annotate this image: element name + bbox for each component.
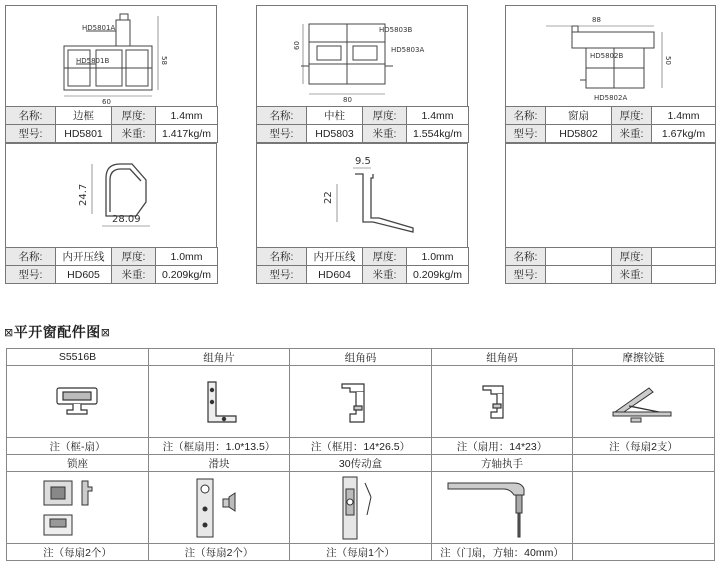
accessory-image-cell — [432, 472, 573, 544]
profile-card-1 — [5, 5, 217, 107]
callout-2: HD5802A — [594, 94, 628, 102]
accessory-note: 注（框用：14*26.5） — [290, 438, 432, 455]
dim-height: 58 — [160, 56, 168, 65]
slider-block-icon — [179, 475, 259, 541]
accessory-name: 组角码 — [290, 349, 432, 366]
weight-label: 米重: — [612, 125, 652, 143]
name-value: 内开压线 — [56, 248, 112, 266]
model-label: 型号: — [6, 266, 56, 284]
section-title — [4, 322, 110, 342]
model-label: 型号: — [6, 125, 56, 143]
dim-height: 24.7 — [78, 183, 89, 206]
thickness-label: 厚度: — [363, 107, 407, 125]
weight-value — [652, 266, 716, 284]
callout-1: HD5801A — [82, 24, 116, 32]
callout-1: HD5803B — [379, 26, 413, 34]
accessory-name: 30传动盒 — [290, 455, 432, 472]
accessory-name: 组角片 — [149, 349, 290, 366]
dim-height: 50 — [664, 56, 672, 65]
thickness-label: 厚度: — [612, 107, 652, 125]
weight-value: 1.417kg/m — [156, 125, 218, 143]
section-title-text: 平开窗配件图 — [13, 325, 101, 341]
dim-width: 9.5 — [355, 156, 371, 167]
accessories-table — [6, 348, 715, 561]
name-label: 名称: — [257, 107, 307, 125]
spec-table-hd5801 — [5, 106, 218, 143]
corner-cleat-icon — [326, 372, 396, 432]
model-label: 型号: — [257, 266, 307, 284]
accessory-name: 滑块 — [149, 455, 290, 472]
model-value: HD604 — [307, 266, 363, 284]
dim-width: 60 — [102, 98, 111, 106]
dim-width: 28.09 — [112, 214, 141, 225]
model-value: HD5803 — [307, 125, 363, 143]
thickness-value: 1.0mm — [407, 248, 469, 266]
corner-cleat-small-icon — [467, 372, 537, 432]
name-label: 名称: — [6, 248, 56, 266]
accessory-note: 注（每扇2个） — [7, 544, 149, 561]
model-value — [546, 266, 612, 284]
accessory-note: 注（每扇2个） — [149, 544, 290, 561]
accessory-note: 注（每扇1个） — [290, 544, 432, 561]
weight-value: 0.209kg/m — [407, 266, 469, 284]
spec-table-hd605 — [5, 247, 218, 284]
callout-2: HD5803A — [391, 46, 425, 54]
handle-icon — [442, 475, 562, 541]
thickness-label: 厚度: — [112, 107, 156, 125]
accessory-name — [573, 455, 715, 472]
profile-drawing-hd5803 — [257, 6, 467, 106]
accessory-note: 注（每扇2支） — [573, 438, 715, 455]
spec-table-hd5802 — [505, 106, 716, 143]
spec-table-empty — [505, 247, 716, 284]
profile-drawing-hd604 — [257, 144, 467, 247]
dim-width: 80 — [343, 96, 352, 104]
accessory-image-cell-empty — [573, 472, 715, 544]
model-label: 型号: — [257, 125, 307, 143]
accessory-image-cell — [149, 472, 290, 544]
weight-label: 米重: — [363, 266, 407, 284]
accessory-image-cell — [7, 366, 149, 438]
weight-label: 米重: — [363, 125, 407, 143]
name-label: 名称: — [257, 248, 307, 266]
thickness-label: 厚度: — [112, 248, 156, 266]
profile-card-6 — [505, 143, 716, 248]
accessory-image-cell — [7, 472, 149, 544]
lock-keeper-icon — [38, 475, 118, 541]
accessory-image-cell — [149, 366, 290, 438]
accessory-image-cell — [573, 366, 715, 438]
profile-card-4 — [5, 143, 217, 248]
profile-card-5 — [256, 143, 468, 248]
accessory-note: 注（框-扇） — [7, 438, 149, 455]
profile-card-2 — [256, 5, 468, 107]
corner-plate-icon — [184, 372, 254, 432]
accessory-image-cell — [290, 366, 432, 438]
accessory-name: S5516B — [7, 349, 149, 366]
accessory-note: 注（扇用：14*23） — [432, 438, 573, 455]
accessory-note — [573, 544, 715, 561]
name-value: 中柱 — [307, 107, 363, 125]
accessory-image-cell — [432, 366, 573, 438]
callout-2: HD5801B — [76, 57, 110, 65]
name-label: 名称: — [506, 107, 546, 125]
profile-drawing-hd5801 — [6, 6, 216, 106]
bracket-part-icon — [43, 372, 113, 432]
thickness-label: 厚度: — [612, 248, 652, 266]
weight-value: 0.209kg/m — [156, 266, 218, 284]
profile-card-3 — [505, 5, 716, 107]
spec-table-hd5803 — [256, 106, 469, 143]
profile-drawing-hd605 — [6, 144, 216, 247]
spec-table-hd604 — [256, 247, 469, 284]
accessory-image-cell — [290, 472, 432, 544]
name-value: 内开压线 — [307, 248, 363, 266]
dim-height: 60 — [293, 41, 301, 50]
dim-height: 22 — [323, 191, 334, 204]
thickness-label: 厚度: — [363, 248, 407, 266]
accessory-name: 锁座 — [7, 455, 149, 472]
accessory-name: 摩擦铰链 — [573, 349, 715, 366]
accessory-note: 注（框扇用：1.0*13.5） — [149, 438, 290, 455]
model-value: HD5801 — [56, 125, 112, 143]
thickness-value: 1.0mm — [156, 248, 218, 266]
weight-value: 1.554kg/m — [407, 125, 469, 143]
dim-width: 88 — [592, 16, 601, 24]
name-value: 窗扇 — [546, 107, 612, 125]
name-value: 边框 — [56, 107, 112, 125]
profile-drawing-hd5802 — [506, 6, 715, 106]
accessory-name: 组角码 — [432, 349, 573, 366]
model-value: HD5802 — [546, 125, 612, 143]
model-label: 型号: — [506, 266, 546, 284]
weight-value: 1.67kg/m — [652, 125, 716, 143]
accessory-note: 注（门扇，方轴：40mm） — [432, 544, 573, 561]
model-value: HD605 — [56, 266, 112, 284]
name-label: 名称: — [506, 248, 546, 266]
thickness-value — [652, 248, 716, 266]
weight-label: 米重: — [112, 266, 156, 284]
box-x-icon: ⊠ — [4, 326, 14, 339]
weight-label: 米重: — [112, 125, 156, 143]
callout-1: HD5802B — [590, 52, 624, 60]
model-label: 型号: — [506, 125, 546, 143]
box-x-icon: ⊠ — [100, 326, 111, 339]
weight-label: 米重: — [612, 266, 652, 284]
thickness-value: 1.4mm — [407, 107, 469, 125]
thickness-value: 1.4mm — [652, 107, 716, 125]
name-value — [546, 248, 612, 266]
friction-hinge-icon — [609, 372, 679, 432]
accessory-name: 方轴执手 — [432, 455, 573, 472]
name-label: 名称: — [6, 107, 56, 125]
gear-box-icon — [321, 475, 401, 541]
thickness-value: 1.4mm — [156, 107, 218, 125]
